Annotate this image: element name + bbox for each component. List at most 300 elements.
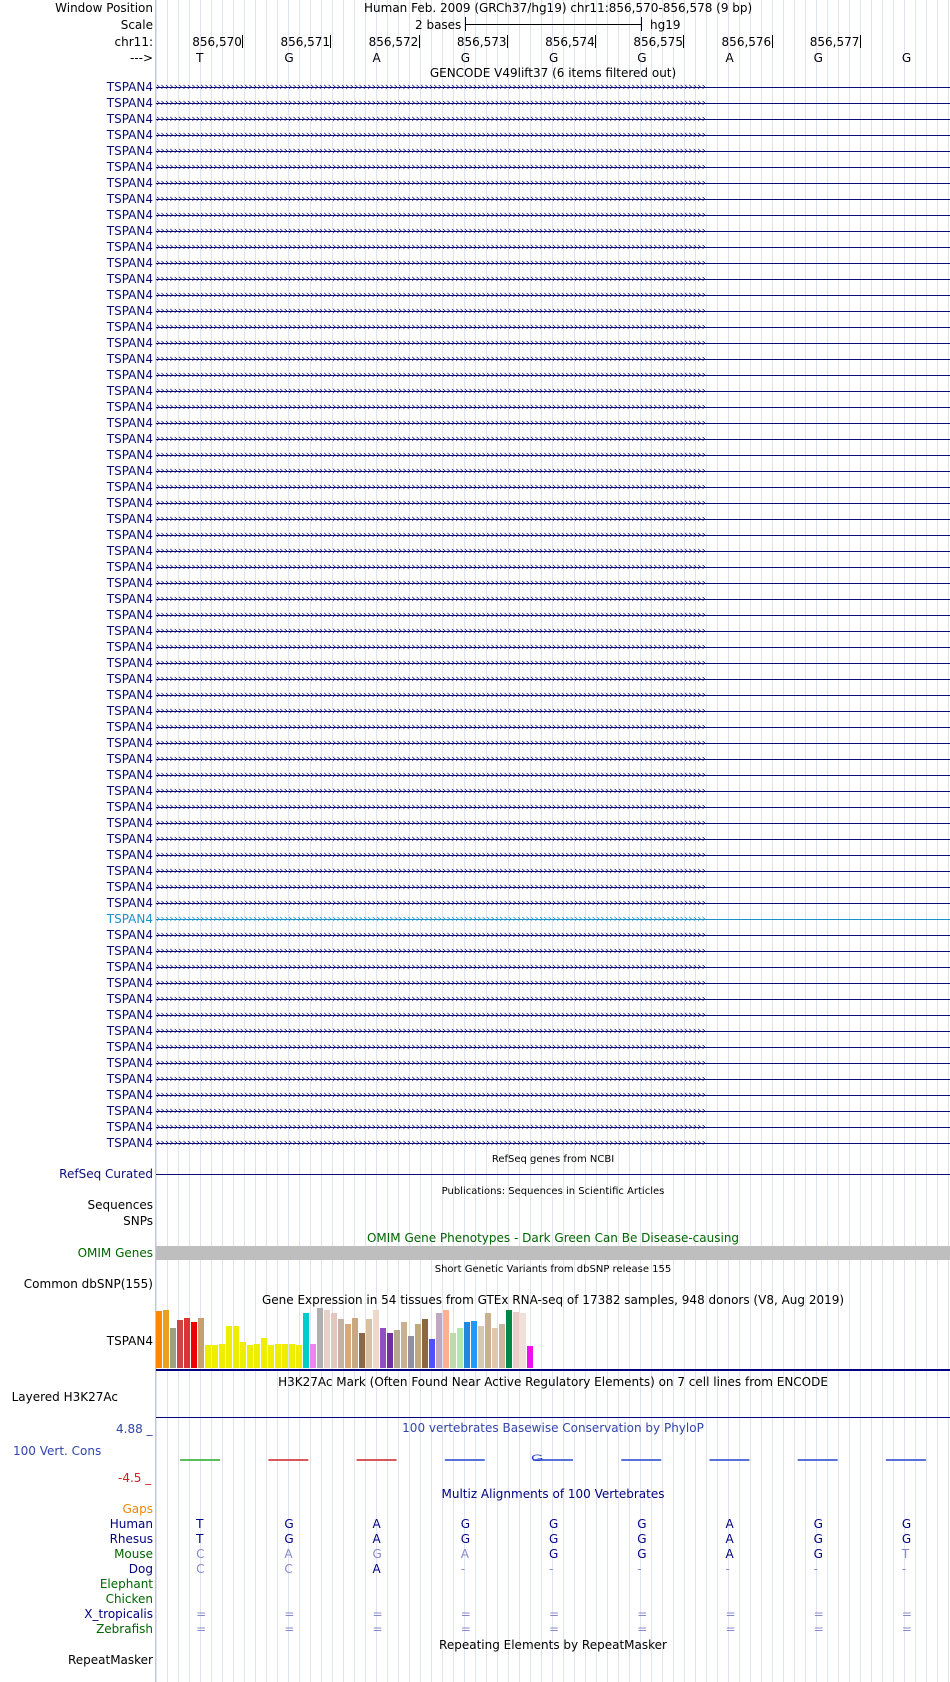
coordinate-tick [507, 35, 508, 48]
strand-arrows: ››››››››››››››››››››››››››››››››››››››››››››››››››››››››››››››››››››››››››››››››››››››››››››››››››››››››››››››››››››››››››››› [156, 352, 706, 365]
gencode-transcript-row[interactable] [0, 655, 950, 671]
gene-name[interactable]: TSPAN4 [106, 1056, 153, 1070]
gtex-tissue-bar[interactable] [373, 1310, 379, 1368]
multiz-base: G [901, 1532, 912, 1546]
h3k27ac-track-title[interactable]: H3K27Ac Mark (Often Found Near Active Regulatory Elements) on 7 cell lines from ENCODE [278, 1375, 828, 1389]
strand-arrows: ››››››››››››››››››››››››››››››››››››››››››››››››››››››››››››››››››››››››››››››››››››››››››››››››››››››››››››››››››››››››››››› [156, 960, 706, 973]
multiz-base: = [196, 1622, 207, 1636]
multiz-base: G [549, 1532, 559, 1546]
multiz-species-label[interactable]: Human [109, 1517, 153, 1531]
gene-name[interactable]: TSPAN4 [106, 96, 153, 110]
gencode-transcript-row[interactable] [0, 95, 950, 111]
gtex-tissue-bar[interactable] [317, 1308, 323, 1368]
gene-name[interactable]: TSPAN4 [106, 80, 153, 94]
publications-track-title[interactable]: Publications: Sequences in Scientific Articles [441, 1186, 665, 1197]
gencode-transcript-row[interactable] [0, 863, 950, 879]
window-position-label: Window Position [55, 1, 153, 15]
multiz-base: A [372, 1532, 381, 1546]
gencode-transcript-row[interactable] [0, 575, 950, 591]
gene-name[interactable]: TSPAN4 [106, 480, 153, 494]
strand-arrows: ››››››››››››››››››››››››››››››››››››››››››››››››››››››››››››››››››››››››››››››››››››››››››››››››››››››››››››››››››››››››››››› [156, 880, 706, 893]
gencode-transcript-row[interactable] [0, 319, 950, 335]
strand-arrows: ››››››››››››››››››››››››››››››››››››››››››››››››››››››››››››››››››››››››››››››››››››››››››››››››››››››››››››››››››››››››››››› [156, 224, 706, 237]
gencode-transcript-row[interactable] [0, 1071, 950, 1087]
refseq-track-title[interactable]: RefSeq genes from NCBI [491, 1154, 615, 1165]
gtex-tissue-bar[interactable] [184, 1318, 190, 1368]
multiz-base: = [637, 1622, 648, 1636]
multiz-base: A [460, 1547, 469, 1561]
gene-name[interactable]: TSPAN4 [106, 1072, 153, 1086]
gene-name[interactable]: TSPAN4 [106, 256, 153, 270]
gencode-transcript-row[interactable] [0, 447, 950, 463]
gene-name[interactable]: TSPAN4 [106, 848, 153, 862]
gene-name[interactable]: TSPAN4 [106, 192, 153, 206]
gencode-transcript-row[interactable] [0, 623, 950, 639]
coordinate-tick [772, 35, 773, 48]
gencode-transcript-row[interactable] [0, 367, 950, 383]
gene-name[interactable]: TSPAN4 [106, 208, 153, 222]
gencode-transcript-row[interactable] [0, 1103, 950, 1119]
gene-name[interactable]: TSPAN4 [106, 144, 153, 158]
gencode-transcript-row[interactable] [0, 847, 950, 863]
gene-name[interactable]: TSPAN4 [106, 720, 153, 734]
multiz-base: T [196, 1517, 204, 1531]
gene-name[interactable]: TSPAN4 [106, 1008, 153, 1022]
gencode-transcript-row[interactable] [0, 543, 950, 559]
strand-arrows: ››››››››››››››››››››››››››››››››››››››››››››››››››››››››››››››››››››››››››››››››››››››››››››››››››››››››››››››››››››››››››››› [156, 1024, 706, 1037]
gencode-transcript-row[interactable] [0, 175, 950, 191]
multiz-species-label[interactable]: Elephant [99, 1577, 153, 1591]
gene-name[interactable]: TSPAN4 [106, 992, 153, 1006]
gene-name[interactable]: TSPAN4 [106, 176, 153, 190]
multiz-base: - [637, 1562, 642, 1576]
gtex-tissue-bar[interactable] [359, 1333, 365, 1368]
repeatmasker-track-label[interactable]: RepeatMasker [67, 1653, 153, 1667]
gene-name[interactable]: TSPAN4 [106, 880, 153, 894]
gencode-transcript-row[interactable] [0, 783, 950, 799]
assembly-title: Human Feb. 2009 (GRCh37/hg19) chr11:856,570-856,578 (9 bp) [364, 1, 753, 15]
gtex-tissue-bar[interactable] [471, 1321, 477, 1368]
gene-name[interactable]: TSPAN4 [106, 544, 153, 558]
gencode-transcript-row[interactable] [0, 975, 950, 991]
gtex-tissue-bar[interactable] [212, 1345, 218, 1368]
gencode-transcript-row[interactable] [0, 495, 950, 511]
gencode-transcript-row[interactable] [0, 191, 950, 207]
strand-arrows: ››››››››››››››››››››››››››››››››››››››››››››››››››››››››››››››››››››››››››››››››››››››››››››››››››››››››››››››››››››››››››››› [156, 272, 706, 285]
gene-name[interactable]: TSPAN4 [106, 864, 153, 878]
multiz-base: A [725, 1532, 734, 1546]
omim-track-title[interactable]: OMIM Gene Phenotypes - Dark Green Can Be Disease-causing [366, 1231, 740, 1245]
gencode-transcript-row[interactable] [0, 895, 950, 911]
gencode-transcript-row[interactable] [0, 559, 950, 575]
publications-sequences-label[interactable]: Sequences [87, 1198, 153, 1212]
gencode-transcript-row[interactable] [0, 383, 950, 399]
multiz-base: A [372, 1517, 381, 1531]
gene-name[interactable]: TSPAN4 [106, 928, 153, 942]
gtex-tissue-bar[interactable] [205, 1345, 211, 1368]
gencode-transcript-row[interactable] [0, 351, 950, 367]
gencode-transcript-row[interactable] [0, 591, 950, 607]
gene-name[interactable]: TSPAN4 [106, 688, 153, 702]
publications-snps-label[interactable]: SNPs [123, 1214, 153, 1228]
gtex-tissue-bar[interactable] [443, 1310, 449, 1368]
gencode-transcript-row[interactable] [0, 255, 950, 271]
gtex-tissue-bar[interactable] [450, 1333, 456, 1368]
multiz-species-label[interactable]: Gaps [122, 1502, 153, 1516]
gene-name[interactable]: TSPAN4 [106, 160, 153, 174]
gencode-transcript-row[interactable] [0, 927, 950, 943]
gtex-track-label[interactable]: TSPAN4 [106, 1334, 153, 1348]
multiz-base: G [284, 1532, 294, 1546]
strand-arrows: ››››››››››››››››››››››››››››››››››››››››››››››››››››››››››››››››››››››››››››››››››››››››››››››››››››››››››››››››››››››››››››› [156, 560, 706, 573]
gencode-transcript-row[interactable] [0, 239, 950, 255]
gene-name[interactable]: TSPAN4 [106, 976, 153, 990]
multiz-base: C [196, 1562, 205, 1576]
gene-name[interactable]: TSPAN4 [106, 448, 153, 462]
gene-name[interactable]: TSPAN4 [106, 608, 153, 622]
gtex-tissue-bar[interactable] [506, 1310, 512, 1368]
strand-arrows: ››››››››››››››››››››››››››››››››››››››››››››››››››››››››››››››››››››››››››››››››››››››››››››››››››››››››››››››››››››››››››››› [156, 80, 706, 93]
strand-arrows: ››››››››››››››››››››››››››››››››››››››››››››››››››››››››››››››››››››››››››››››››››››››››››››››››››››››››››››››››››››››››››››› [156, 400, 706, 413]
multiz-base: G [284, 1517, 294, 1531]
gencode-transcript-row[interactable] [0, 463, 950, 479]
gencode-transcript-row[interactable] [0, 159, 950, 175]
strand-arrows: ››››››››››››››››››››››››››››››››››››››››››››››››››››››››››››››››››››››››››››››››››››››››››››››››››››››››››››››››››››››››››››› [156, 576, 706, 589]
refseq-track-label[interactable]: RefSeq Curated [59, 1167, 153, 1181]
gencode-transcript-row[interactable] [0, 1135, 950, 1151]
phylop-track-label[interactable]: 100 Vert. Cons [13, 1444, 102, 1458]
base-letter: G [901, 51, 912, 65]
coordinate-tick [419, 35, 420, 48]
gencode-transcript-row[interactable] [0, 431, 950, 447]
gencode-track-title[interactable]: GENCODE V49lift37 (6 items filtered out) [429, 66, 677, 80]
gencode-transcript-row[interactable] [0, 527, 950, 543]
strand-arrows: ››››››››››››››››››››››››››››››››››››››››››››››››››››››››››››››››››››››››››››››››››››››››››››››››››››››››››››››››››››››››››››› [156, 112, 706, 125]
gene-name[interactable]: TSPAN4 [106, 352, 153, 366]
gencode-transcript-row[interactable] [0, 639, 950, 655]
gtex-tissue-bar[interactable] [289, 1344, 295, 1368]
strand-arrows: ››››››››››››››››››››››››››››››››››››››››››››››››››››››››››››››››››››››››››››››››››››››››››››››››››››››››››››››››››››››››››››› [156, 1104, 706, 1117]
gtex-tissue-bar[interactable] [457, 1328, 463, 1368]
gtex-tissue-bar[interactable] [338, 1319, 344, 1368]
strand-arrows: ››››››››››››››››››››››››››››››››››››››››››››››››››››››››››››››››››››››››››››››››››››››››››››››››››››››››››››››››››››››››››››› [156, 160, 706, 173]
gene-name[interactable]: TSPAN4 [106, 272, 153, 286]
multiz-track-title[interactable]: Multiz Alignments of 100 Vertebrates [441, 1487, 665, 1501]
gencode-transcript-row[interactable] [0, 687, 950, 703]
gene-name[interactable]: TSPAN4 [106, 784, 153, 798]
gencode-transcript-row[interactable] [0, 511, 950, 527]
dbsnp-track-title[interactable]: Short Genetic Variants from dbSNP release 155 [434, 1264, 672, 1275]
multiz-base: = [549, 1622, 560, 1636]
multiz-species-label[interactable]: Chicken [105, 1592, 153, 1606]
coordinate-label: 856,570 [192, 35, 242, 49]
gencode-transcript-row[interactable] [0, 79, 950, 95]
gencode-transcript-row[interactable] [0, 207, 950, 223]
gtex-tissue-bar[interactable] [492, 1328, 498, 1368]
strand-arrows: ››››››››››››››››››››››››››››››››››››››››››››››››››››››››››››››››››››››››››››››››››››››››››››››››››››››››››››››››››››››››››››› [156, 1040, 706, 1053]
multiz-base: - [725, 1562, 730, 1576]
gtex-tissue-bar[interactable] [436, 1313, 442, 1368]
gencode-transcript-row[interactable] [0, 111, 950, 127]
multiz-base: = [901, 1622, 912, 1636]
gtex-tissue-bar[interactable] [226, 1326, 232, 1368]
base-letter: A [725, 51, 734, 65]
gencode-transcript-row[interactable] [0, 127, 950, 143]
strand-arrows: ››››››››››››››››››››››››››››››››››››››››››››››››››››››››››››››››››››››››››››››››››››››››››››››››››››››››››››››››››››››››››››› [156, 656, 706, 669]
gtex-tissue-bar[interactable] [240, 1342, 246, 1368]
gene-name[interactable]: TSPAN4 [106, 288, 153, 302]
gene-name[interactable]: TSPAN4 [106, 528, 153, 542]
gtex-tissue-bar[interactable] [191, 1322, 197, 1368]
gene-name[interactable]: TSPAN4 [106, 800, 153, 814]
gtex-tissue-bar[interactable] [429, 1339, 435, 1368]
multiz-species-label[interactable]: Mouse [114, 1547, 153, 1561]
strand-arrows: ››››››››››››››››››››››››››››››››››››››››››››››››››››››››››››››››››››››››››››››››››››››››››››››››››››››››››››››››››››››››››››› [156, 512, 706, 525]
gene-name[interactable]: TSPAN4 [106, 1040, 153, 1054]
strand-arrows: ››››››››››››››››››››››››››››››››››››››››››››››››››››››››››››››››››››››››››››››››››››››››››››››››››››››››››››››››››››››››››››› [156, 768, 706, 781]
strand-arrows: ››››››››››››››››››››››››››››››››››››››››››››››››››››››››››››››››››››››››››››››››››››››››››››››››››››››››››››››››››››››››››››› [156, 784, 706, 797]
gtex-tissue-bar[interactable] [464, 1322, 470, 1368]
gene-name[interactable]: TSPAN4 [106, 624, 153, 638]
gencode-transcript-row[interactable] [0, 143, 950, 159]
gtex-tissue-bar[interactable] [275, 1344, 281, 1368]
h3k27ac-bottom-line [156, 1417, 950, 1418]
gene-name[interactable]: TSPAN4 [106, 1136, 153, 1150]
gencode-transcript-row[interactable] [0, 479, 950, 495]
h3k27ac-track-label[interactable]: Layered H3K27Ac [11, 1390, 118, 1404]
gtex-tissue-bar[interactable] [156, 1311, 162, 1368]
gtex-tissue-bar[interactable] [422, 1319, 428, 1368]
gencode-transcript-row[interactable] [0, 335, 950, 351]
multiz-base: A [725, 1517, 734, 1531]
scale-db: hg19 [650, 18, 681, 32]
gene-name[interactable]: TSPAN4 [106, 240, 153, 254]
coordinate-tick [242, 35, 243, 48]
multiz-base: - [549, 1562, 554, 1576]
gencode-transcript-row[interactable] [0, 719, 950, 735]
gencode-transcript-row[interactable] [0, 991, 950, 1007]
gene-name[interactable]: TSPAN4 [106, 960, 153, 974]
strand-arrows: ››››››››››››››››››››››››››››››››››››››››››››››››››››››››››››››››››››››››››››››››››››››››››››››››››››››››››››››››››››››››››››› [156, 832, 706, 845]
gtex-tissue-bar[interactable] [310, 1344, 316, 1368]
gene-name[interactable]: TSPAN4 [106, 112, 153, 126]
base-letter: G [549, 51, 559, 65]
strand-arrows: ››››››››››››››››››››››››››››››››››››››››››››››››››››››››››››››››››››››››››››››››››››››››››››››››››››››››››››››››››››››››››››› [156, 384, 706, 397]
gencode-transcript-row[interactable] [0, 271, 950, 287]
gencode-transcript-row[interactable] [0, 287, 950, 303]
gtex-tissue-bar[interactable] [233, 1326, 239, 1368]
gene-name[interactable]: TSPAN4 [106, 672, 153, 686]
gene-name[interactable]: TSPAN4 [106, 432, 153, 446]
gtex-tissue-bar[interactable] [352, 1318, 358, 1368]
gencode-transcript-row[interactable] [0, 1087, 950, 1103]
strand-arrows: ››››››››››››››››››››››››››››››››››››››››››››››››››››››››››››››››››››››››››››››››››››››››››››››››››››››››››››››››››››››››››››› [156, 752, 706, 765]
gene-name[interactable]: TSPAN4 [106, 1120, 153, 1134]
gencode-transcript-row[interactable] [0, 399, 950, 415]
gencode-transcript-row[interactable] [0, 671, 950, 687]
gene-name[interactable]: TSPAN4 [106, 1088, 153, 1102]
gene-name[interactable]: TSPAN4 [106, 1024, 153, 1038]
gencode-transcript-row[interactable] [0, 959, 950, 975]
strand-arrows: ››››››››››››››››››››››››››››››››››››››››››››››››››››››››››››››››››››››››››››››››››››››››››››››››››››››››››››››››››››››››››››› [156, 624, 706, 637]
gene-name[interactable]: TSPAN4 [106, 912, 153, 926]
gene-name[interactable]: TSPAN4 [106, 656, 153, 670]
gtex-tissue-bar[interactable] [177, 1320, 183, 1368]
gencode-transcript-row[interactable] [0, 1119, 950, 1135]
gtex-tissue-bar[interactable] [345, 1324, 351, 1368]
multiz-base: G [549, 1517, 559, 1531]
gtex-tissue-bar[interactable] [394, 1330, 400, 1368]
dbsnp-track-label[interactable]: Common dbSNP(155) [23, 1277, 153, 1291]
gtex-tissue-bar[interactable] [170, 1328, 176, 1368]
phylop-min-label: -4.5 _ [118, 1471, 152, 1485]
gtex-tissue-bar[interactable] [527, 1346, 533, 1368]
gene-name[interactable]: TSPAN4 [106, 576, 153, 590]
gencode-transcript-row[interactable] [0, 703, 950, 719]
strand-arrows: ››››››››››››››››››››››››››››››››››››››››››››››››››››››››››››››››››››››››››››››››››››››››››››››››››››››››››››››››››››››››››››› [156, 608, 706, 621]
multiz-species-label[interactable]: Rhesus [109, 1532, 153, 1546]
gene-name[interactable]: TSPAN4 [106, 416, 153, 430]
gene-name[interactable]: TSPAN4 [106, 304, 153, 318]
gencode-transcript-row[interactable] [0, 767, 950, 783]
gene-name[interactable]: TSPAN4 [106, 944, 153, 958]
gencode-transcript-row[interactable] [0, 879, 950, 895]
strand-arrows: ››››››››››››››››››››››››››››››››››››››››››››››››››››››››››››››››››››››››››››››››››››››››››››››››››››››››››››››››››››››››››››› [156, 720, 706, 733]
strand-arrows: ››››››››››››››››››››››››››››››››››››››››››››››››››››››››››››››››››››››››››››››››››››››››››››››››››››››››››››››››››››››››››››› [156, 736, 706, 749]
coordinate-label: 856,575 [633, 35, 683, 49]
coordinate-label: 856,571 [280, 35, 331, 49]
multiz-species-label[interactable]: Dog [128, 1562, 153, 1576]
multiz-base: = [549, 1607, 560, 1621]
gencode-transcript-row[interactable] [0, 831, 950, 847]
gencode-transcript-row[interactable] [0, 1039, 950, 1055]
gene-name[interactable]: TSPAN4 [106, 320, 153, 334]
gtex-tissue-bar[interactable] [254, 1344, 260, 1368]
multiz-base: = [196, 1607, 207, 1621]
strand-arrows: ››››››››››››››››››››››››››››››››››››››››››››››››››››››››››››››››››››››››››››››››››››››››››››››››››››››››››››››››››››››››››››› [156, 448, 706, 461]
strand-arrows: ››››››››››››››››››››››››››››››››››››››››››››››››››››››››››››››››››››››››››››››››››››››››››››››››››››››››››››››››››››››››››››› [156, 1088, 706, 1101]
gtex-tissue-bar[interactable] [219, 1344, 225, 1368]
gtex-tissue-bar[interactable] [485, 1313, 491, 1368]
gencode-transcript-row[interactable] [0, 1055, 950, 1071]
gene-name[interactable]: TSPAN4 [106, 560, 153, 574]
gtex-tissue-bar[interactable] [387, 1333, 393, 1368]
base-letter: A [372, 51, 381, 65]
strand-arrows: ››››››››››››››››››››››››››››››››››››››››››››››››››››››››››››››››››››››››››››››››››››››››››››››››››››››››››››››››››››››››››››› [156, 816, 706, 829]
phylop-track-title[interactable]: 100 vertebrates Basewise Conservation by PhyloP [402, 1421, 704, 1435]
gtex-tissue-bar[interactable] [408, 1336, 414, 1368]
gtex-tissue-bar[interactable] [303, 1313, 309, 1368]
gtex-tissue-bar[interactable] [401, 1322, 407, 1368]
gene-name[interactable]: TSPAN4 [106, 640, 153, 654]
multiz-base: = [725, 1622, 736, 1636]
gtex-tissue-bar[interactable] [513, 1312, 519, 1368]
phylop-conservation-plot[interactable] [156, 1440, 950, 1480]
gtex-tissue-bar[interactable] [331, 1313, 337, 1368]
coordinate-tick [860, 35, 861, 48]
gencode-transcript-row[interactable] [0, 1023, 950, 1039]
gtex-tissue-bar[interactable] [163, 1310, 169, 1368]
gtex-tissue-bar[interactable] [268, 1345, 274, 1368]
omim-gene-bar[interactable] [156, 1246, 950, 1260]
gtex-tissue-bar[interactable] [324, 1310, 330, 1368]
gencode-transcript-row[interactable] [0, 911, 950, 927]
gene-name[interactable]: TSPAN4 [106, 816, 153, 830]
gene-name[interactable]: TSPAN4 [106, 768, 153, 782]
gene-name[interactable]: TSPAN4 [106, 704, 153, 718]
repeatmasker-track-title[interactable]: Repeating Elements by RepeatMasker [439, 1638, 667, 1652]
gencode-transcript-row[interactable] [0, 735, 950, 751]
multiz-species-label[interactable]: Zebrafish [96, 1622, 153, 1636]
strand-arrows: ››››››››››››››››››››››››››››››››››››››››››››››››››››››››››››››››››››››››››››››››››››››››››››››››››››››››››››››››››››››››››››› [156, 288, 706, 301]
gene-name[interactable]: TSPAN4 [106, 368, 153, 382]
strand-arrows: ››››››››››››››››››››››››››››››››››››››››››››››››››››››››››››››››››››››››››››››››››››››››››››››››››››››››››››››››››››››››››››› [156, 480, 706, 493]
strand-arrows: ››››››››››››››››››››››››››››››››››››››››››››››››››››››››››››››››››››››››››››››››››››››››››››››››››››››››››››››››››››››››››››› [156, 416, 706, 429]
gtex-tissue-bar[interactable] [261, 1338, 267, 1368]
gtex-tissue-bar[interactable] [366, 1319, 372, 1368]
gene-name[interactable]: TSPAN4 [106, 896, 153, 910]
gtex-tissue-bar[interactable] [415, 1324, 421, 1368]
gencode-transcript-row[interactable] [0, 815, 950, 831]
gtex-tissue-bar[interactable] [478, 1326, 484, 1368]
gencode-transcript-row[interactable] [0, 303, 950, 319]
gene-name[interactable]: TSPAN4 [106, 464, 153, 478]
multiz-base: G [813, 1517, 823, 1531]
gtex-tissue-bar[interactable] [520, 1313, 526, 1368]
gene-name[interactable]: TSPAN4 [106, 736, 153, 750]
gtex-tissue-bar[interactable] [282, 1344, 288, 1368]
gencode-transcript-row[interactable] [0, 223, 950, 239]
strand-arrows: ››››››››››››››››››››››››››››››››››››››››››››››››››››››››››››››››››››››››››››››››››››››››››››››››››››››››››››››››››››››››››››› [156, 864, 706, 877]
multiz-species-label[interactable]: X_tropicalis [84, 1607, 153, 1621]
gencode-transcript-row[interactable] [0, 607, 950, 623]
gencode-transcript-row[interactable] [0, 751, 950, 767]
gtex-tissue-bar[interactable] [296, 1345, 302, 1368]
gene-name[interactable]: TSPAN4 [106, 1104, 153, 1118]
gene-name[interactable]: TSPAN4 [106, 512, 153, 526]
gtex-tissue-bar[interactable] [380, 1328, 386, 1368]
gencode-transcript-row[interactable] [0, 415, 950, 431]
gencode-transcript-row[interactable] [0, 943, 950, 959]
gtex-track-title[interactable]: Gene Expression in 54 tissues from GTEx RNA-seq of 17382 samples, 948 donors (V8, Aug 2019) [261, 1293, 845, 1307]
gtex-expression-chart[interactable] [156, 1308, 950, 1368]
omim-track-label[interactable]: OMIM Genes [77, 1246, 153, 1260]
gencode-transcript-row[interactable] [0, 799, 950, 815]
gene-name[interactable]: TSPAN4 [106, 496, 153, 510]
scale-bar-right-tick [641, 17, 642, 31]
multiz-base: C [196, 1547, 205, 1561]
gtex-tissue-bar[interactable] [499, 1324, 505, 1368]
gtex-tissue-bar[interactable] [247, 1345, 253, 1368]
gene-name[interactable]: TSPAN4 [106, 592, 153, 606]
multiz-base: G [549, 1547, 559, 1561]
coordinate-label: 856,574 [545, 35, 595, 49]
base-letter: T [196, 51, 204, 65]
gene-name[interactable]: TSPAN4 [106, 336, 153, 350]
gene-name[interactable]: TSPAN4 [106, 832, 153, 846]
multiz-base: - [901, 1562, 907, 1576]
gtex-tissue-bar[interactable] [198, 1318, 204, 1368]
gencode-transcript-row[interactable] [0, 1007, 950, 1023]
gene-name[interactable]: TSPAN4 [106, 128, 153, 142]
strand-arrows: ››››››››››››››››››››››››››››››››››››››››››››››››››››››››››››››››››››››››››››››››››››››››››››››››››››››››››››››››››››››››››››› [156, 912, 706, 925]
gene-name[interactable]: TSPAN4 [106, 384, 153, 398]
phylop-logo-letter: G [531, 1452, 544, 1463]
gene-name[interactable]: TSPAN4 [106, 224, 153, 238]
gene-name[interactable]: TSPAN4 [106, 752, 153, 766]
gene-name[interactable]: TSPAN4 [106, 400, 153, 414]
strand-arrows: ››››››››››››››››››››››››››››››››››››››››››››››››››››››››››››››››››››››››››››››››››››››››››››››››››››››››››››››››››››››››››››› [156, 192, 706, 205]
